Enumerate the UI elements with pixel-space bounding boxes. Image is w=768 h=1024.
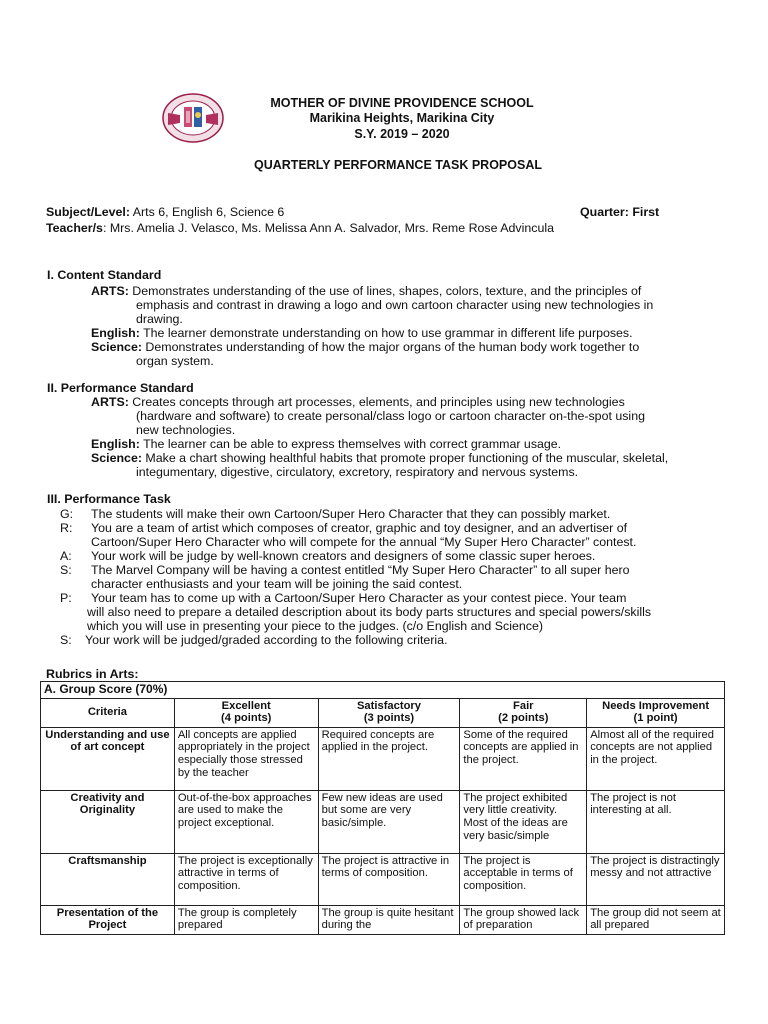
fair-cell: Some of the required concepts are applied in the project. xyxy=(460,727,587,790)
excellent-cell: Out-of-the-box approaches are used to make the project exceptional. xyxy=(174,790,318,853)
content-science-text1: Demonstrates understanding of how the major organs of the human body work together to xyxy=(141,340,640,354)
content-science-label: Science: xyxy=(91,340,142,354)
task-s-line2: character enthusiasts and your team will be joining the said contest. xyxy=(91,577,463,591)
header-satisfactory-label: Satisfactory xyxy=(356,699,422,712)
perf-english-text: The learner can be able to express themselves with correct grammar usage. xyxy=(139,437,562,451)
header-excellent-points: (4 points) xyxy=(221,712,272,725)
needs-cell: The project is distractingly messy and not attractive xyxy=(587,853,725,905)
teacher-line xyxy=(46,221,554,235)
task-p-line2: will also need to prepare a detailed description about its body parts structures and special powers/skills xyxy=(87,605,652,619)
performance-task-heading: III. Performance Task xyxy=(47,492,171,506)
content-arts-line3: drawing. xyxy=(136,312,183,326)
perf-arts-line3: new technologies. xyxy=(136,423,236,437)
task-s2-line1: Your work will be judged/graded according to the following criteria. xyxy=(85,633,448,647)
table-row xyxy=(41,905,725,934)
task-g-letter: G: xyxy=(60,507,74,521)
teacher-label: Teacher/s xyxy=(46,221,103,235)
perf-science-label: Science: xyxy=(91,451,142,465)
needs-cell: The group did not seem at all prepared xyxy=(587,905,725,934)
task-g-line1: The students will make their own Cartoon/Super Hero Character that they can possibly market. xyxy=(91,507,611,521)
school-year: S.Y. 2019 – 2020 xyxy=(354,127,450,141)
header-fair-points: (2 points) xyxy=(498,712,549,725)
criteria-cell: Craftsmanship xyxy=(41,853,175,905)
header-satisfactory xyxy=(318,698,460,727)
table-row xyxy=(41,727,725,790)
content-standard-heading: I. Content Standard xyxy=(47,268,162,282)
header-fair xyxy=(460,698,587,727)
perf-science-line1 xyxy=(91,451,668,465)
header-excellent xyxy=(174,698,318,727)
criteria-cell: Understanding and use of art concept xyxy=(41,727,175,790)
perf-science-text1: Make a chart showing healthful habits that promote proper functioning of the muscular, skeletal, xyxy=(141,451,669,465)
rubric-table xyxy=(40,681,725,935)
perf-science-line2: integumentary, digestive, circulatory, excretory, respiratory and nervous systems. xyxy=(136,465,579,479)
subject-value: Arts 6, English 6, Science 6 xyxy=(130,205,285,219)
content-english-text: The learner demonstrate understanding on how to use grammar in different life purposes. xyxy=(139,326,633,340)
perf-arts-label: ARTS: xyxy=(91,395,129,409)
task-a-line1: Your work will be judge by well-known creators and designers of some classic super heroes. xyxy=(91,549,596,563)
rubric-header-row xyxy=(41,698,725,727)
header-needs-label: Needs Improvement xyxy=(602,699,710,712)
excellent-cell: All concepts are applied appropriately in the project especially those stressed by the teacher xyxy=(174,727,318,790)
header-criteria-label: Criteria xyxy=(87,705,128,718)
header-criteria xyxy=(41,698,175,727)
criteria-cell: Presentation of the Project xyxy=(41,905,175,934)
task-p-line1: Your team has to come up with a Cartoon/Super Hero Character as your contest piece. Your team xyxy=(91,591,627,605)
task-a-letter: A: xyxy=(60,549,72,563)
subject-line xyxy=(46,205,284,219)
header-satisfactory-points: (3 points) xyxy=(363,712,415,725)
teacher-value: : Mrs. Amelia J. Velasco, Ms. Melissa Ann A. Salvador, Mrs. Reme Rose Advincula xyxy=(102,221,554,235)
needs-cell: The project is not interesting at all. xyxy=(587,790,725,853)
task-r-line2: Cartoon/Super Hero Character who will compete for the annual “My Super Hero Character” contest. xyxy=(91,535,637,549)
content-arts-label: ARTS: xyxy=(91,284,129,298)
needs-cell: Almost all of the required concepts are not applied in the project. xyxy=(587,727,725,790)
header-excellent-label: Excellent xyxy=(221,699,271,712)
content-science-line2: organ system. xyxy=(136,354,214,368)
header-fair-label: Fair xyxy=(513,699,534,712)
satisfactory-cell: Few new ideas are used but some are very basic/simple. xyxy=(318,790,460,853)
content-arts-text1: Demonstrates understanding of the use of lines, shapes, colors, texture, and the principles of xyxy=(128,284,642,298)
task-p-letter: P: xyxy=(60,591,72,605)
rubric-group-title: A. Group Score (70%) xyxy=(41,682,725,699)
task-s-line1: The Marvel Company will be having a contest entitled “My Super Hero Character” to all super hero xyxy=(91,563,630,577)
table-row xyxy=(41,853,725,905)
satisfactory-cell: Required concepts are applied in the project. xyxy=(318,727,460,790)
perf-arts-text1: Creates concepts through art processes, elements, and principles using new technologies xyxy=(128,395,625,409)
criteria-cell: Creativity and Originality xyxy=(41,790,175,853)
perf-arts-line1 xyxy=(91,395,625,409)
task-s2-letter: S: xyxy=(60,633,72,647)
quarter-label: Quarter: First xyxy=(580,205,660,219)
content-arts-line1 xyxy=(91,284,641,298)
fair-cell: The project is acceptable in terms of composition. xyxy=(460,853,587,905)
fair-cell: The group showed lack of preparation xyxy=(460,905,587,934)
fair-cell: The project exhibited very little creativity. Most of the ideas are very basic/simple xyxy=(460,790,587,853)
subject-label: Subject/Level: xyxy=(46,205,131,219)
excellent-cell: The group is completely prepared xyxy=(174,905,318,934)
task-r-letter: R: xyxy=(60,521,73,535)
satisfactory-cell: The project is attractive in terms of composition. xyxy=(318,853,460,905)
rubrics-heading: Rubrics in Arts: xyxy=(46,667,139,681)
rubric-group-row xyxy=(41,682,725,699)
satisfactory-cell: The group is quite hesitant during the xyxy=(318,905,460,934)
content-english-line xyxy=(91,326,633,340)
performance-standard-heading: II. Performance Standard xyxy=(47,381,194,395)
content-science-line1 xyxy=(91,340,639,354)
table-row xyxy=(41,790,725,853)
document-title: QUARTERLY PERFORMANCE TASK PROPOSAL xyxy=(254,158,542,172)
content-arts-line2: emphasis and contrast in drawing a logo and own cartoon character using new technologies in xyxy=(136,298,654,312)
perf-english-label: English: xyxy=(91,437,140,451)
task-r-line1: You are a team of artist which composes of creator, graphic and toy designer, and an advertiser of xyxy=(91,521,628,535)
content-english-label: English: xyxy=(91,326,140,340)
header-needs-points: (1 point) xyxy=(633,712,678,725)
task-s-letter: S: xyxy=(60,563,72,577)
perf-english-line xyxy=(91,437,561,451)
excellent-cell: The project is exceptionally attractive in terms of composition. xyxy=(174,853,318,905)
perf-arts-line2: (hardware and software) to create personal/class logo or cartoon character on-the-spot using xyxy=(136,409,645,423)
school-name: MOTHER OF DIVINE PROVIDENCE SCHOOL xyxy=(270,96,534,110)
header-needs-improvement xyxy=(587,698,725,727)
school-address: Marikina Heights, Marikina City xyxy=(309,111,495,125)
task-p-line3: which you will use in presenting your piece to the judges. (c/o English and Science) xyxy=(87,619,543,633)
